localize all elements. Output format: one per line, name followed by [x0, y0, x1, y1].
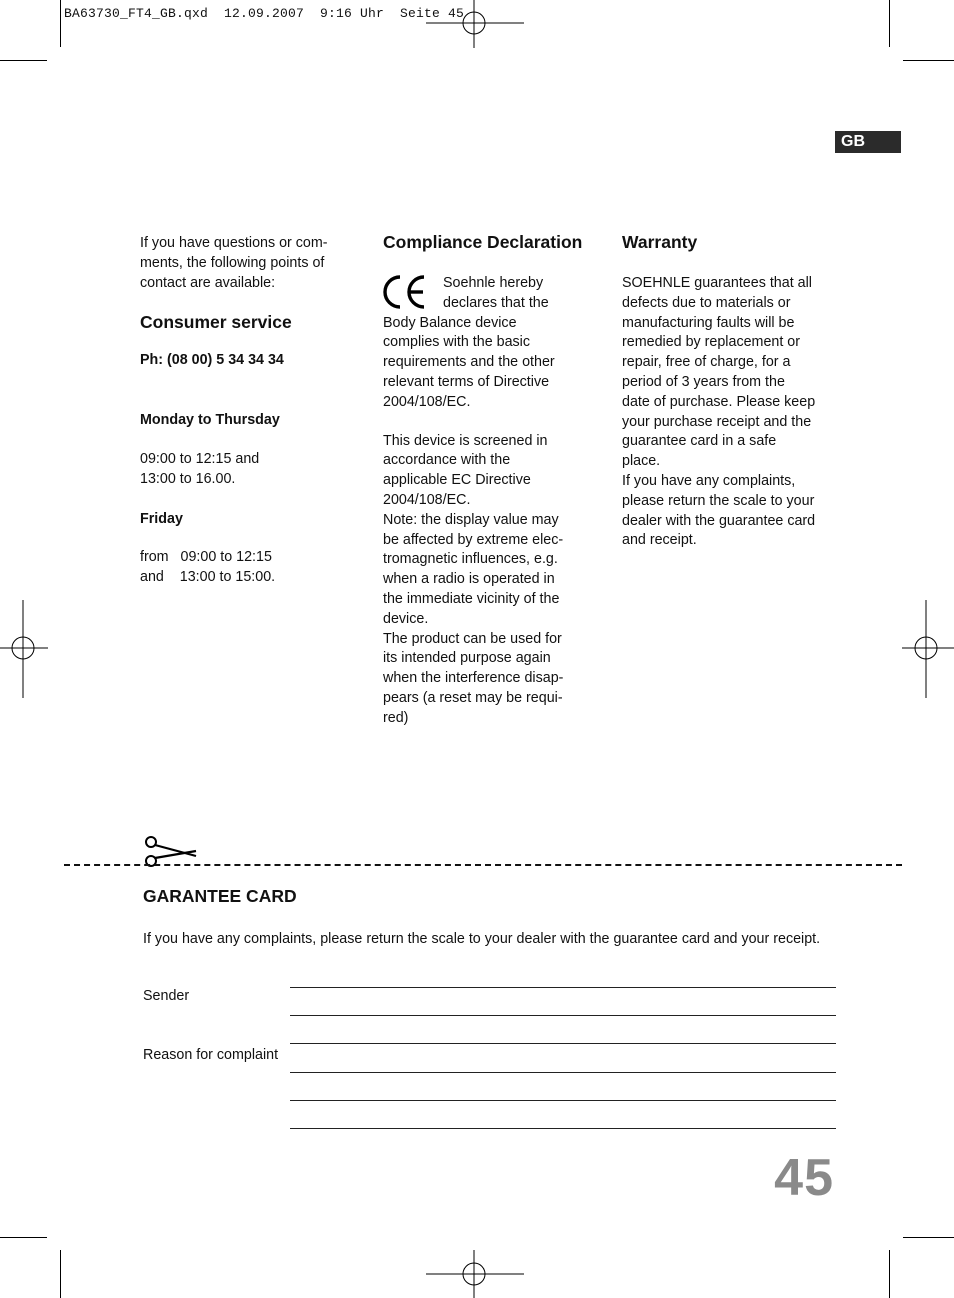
crop-mark	[0, 60, 47, 61]
compliance-heading: Compliance Declaration	[383, 232, 583, 252]
reason-line[interactable]	[290, 1128, 836, 1129]
contact-column	[140, 234, 360, 588]
crop-mark	[889, 0, 890, 47]
phone-number: Ph: (08 00) 5 34 34 34	[140, 352, 284, 369]
card-instructions: If you have any complaints, please return the scale to your dealer with the guarantee card and your receipt.	[143, 931, 821, 947]
print-slug: BA63730_FT4_GB.qxd 12.09.2007 9:16 Uhr Seite 45	[64, 6, 465, 21]
ce-declaration-text: Soehnle hereby declares that the	[443, 275, 549, 311]
reason-line[interactable]	[290, 1072, 836, 1073]
crop-mark	[889, 1250, 890, 1298]
weekday-label: Monday to Thursday	[140, 412, 280, 429]
page-number: 45	[774, 1149, 834, 1207]
screening-text: This device is screened in accordance with the applicable EC Directive 2004/108/EC. Note: the display value may be affected by extreme elec- tromagnetic influences, e.g. when a radio is operated in the immediate vicinity of the device. The product can be used for its intended purpose again when the interference disap- pears (a reset may be requi- red)	[383, 432, 564, 726]
sender-line[interactable]	[290, 1015, 836, 1016]
reason-label: Reason for complaint	[143, 1047, 279, 1063]
crop-mark	[60, 1250, 61, 1298]
registration-mark-icon	[902, 600, 954, 698]
cut-line	[64, 864, 902, 866]
ce-mark-icon	[380, 273, 428, 311]
friday-hours: from 09:00 to 12:15 and 13:00 to 15:00.	[140, 549, 276, 586]
registration-mark-icon	[0, 600, 48, 698]
crop-mark	[0, 1237, 47, 1238]
sender-label: Sender	[143, 988, 190, 1004]
intro-text: If you have questions or com- ments, the following points of contact are available:	[140, 235, 328, 291]
warranty-heading: Warranty	[622, 232, 698, 252]
crop-mark	[903, 1237, 954, 1238]
friday-label: Friday	[140, 510, 183, 527]
sender-line[interactable]	[290, 987, 836, 988]
language-tag: GB	[835, 131, 901, 153]
consumer-service-heading: Consumer service	[140, 312, 292, 333]
crop-mark	[903, 60, 954, 61]
reason-line[interactable]	[290, 1043, 836, 1044]
warranty-text: SOEHNLE guarantees that all defects due to materials or manufacturing faults will be remedied by replacement or repair, free of charge, for a period of 3 years from the date of purchase. Please keep your purchase receipt and the guarantee card in a safe place. If you have any complaints, please return the scale to your dealer with the guarantee card and receipt.	[622, 275, 816, 549]
card-title: GARANTEE CARD	[143, 886, 297, 906]
reason-line[interactable]	[290, 1100, 836, 1101]
ce-declaration-text-cont: Body Balance device complies with the basic requirements and the other relevant terms of Directive 2004/108/EC.	[383, 314, 555, 410]
weekday-hours: 09:00 to 12:15 and 13:00 to 16.00.	[140, 450, 260, 487]
warranty-column	[622, 231, 847, 551]
registration-mark-icon	[426, 1250, 524, 1298]
crop-mark	[60, 0, 61, 47]
